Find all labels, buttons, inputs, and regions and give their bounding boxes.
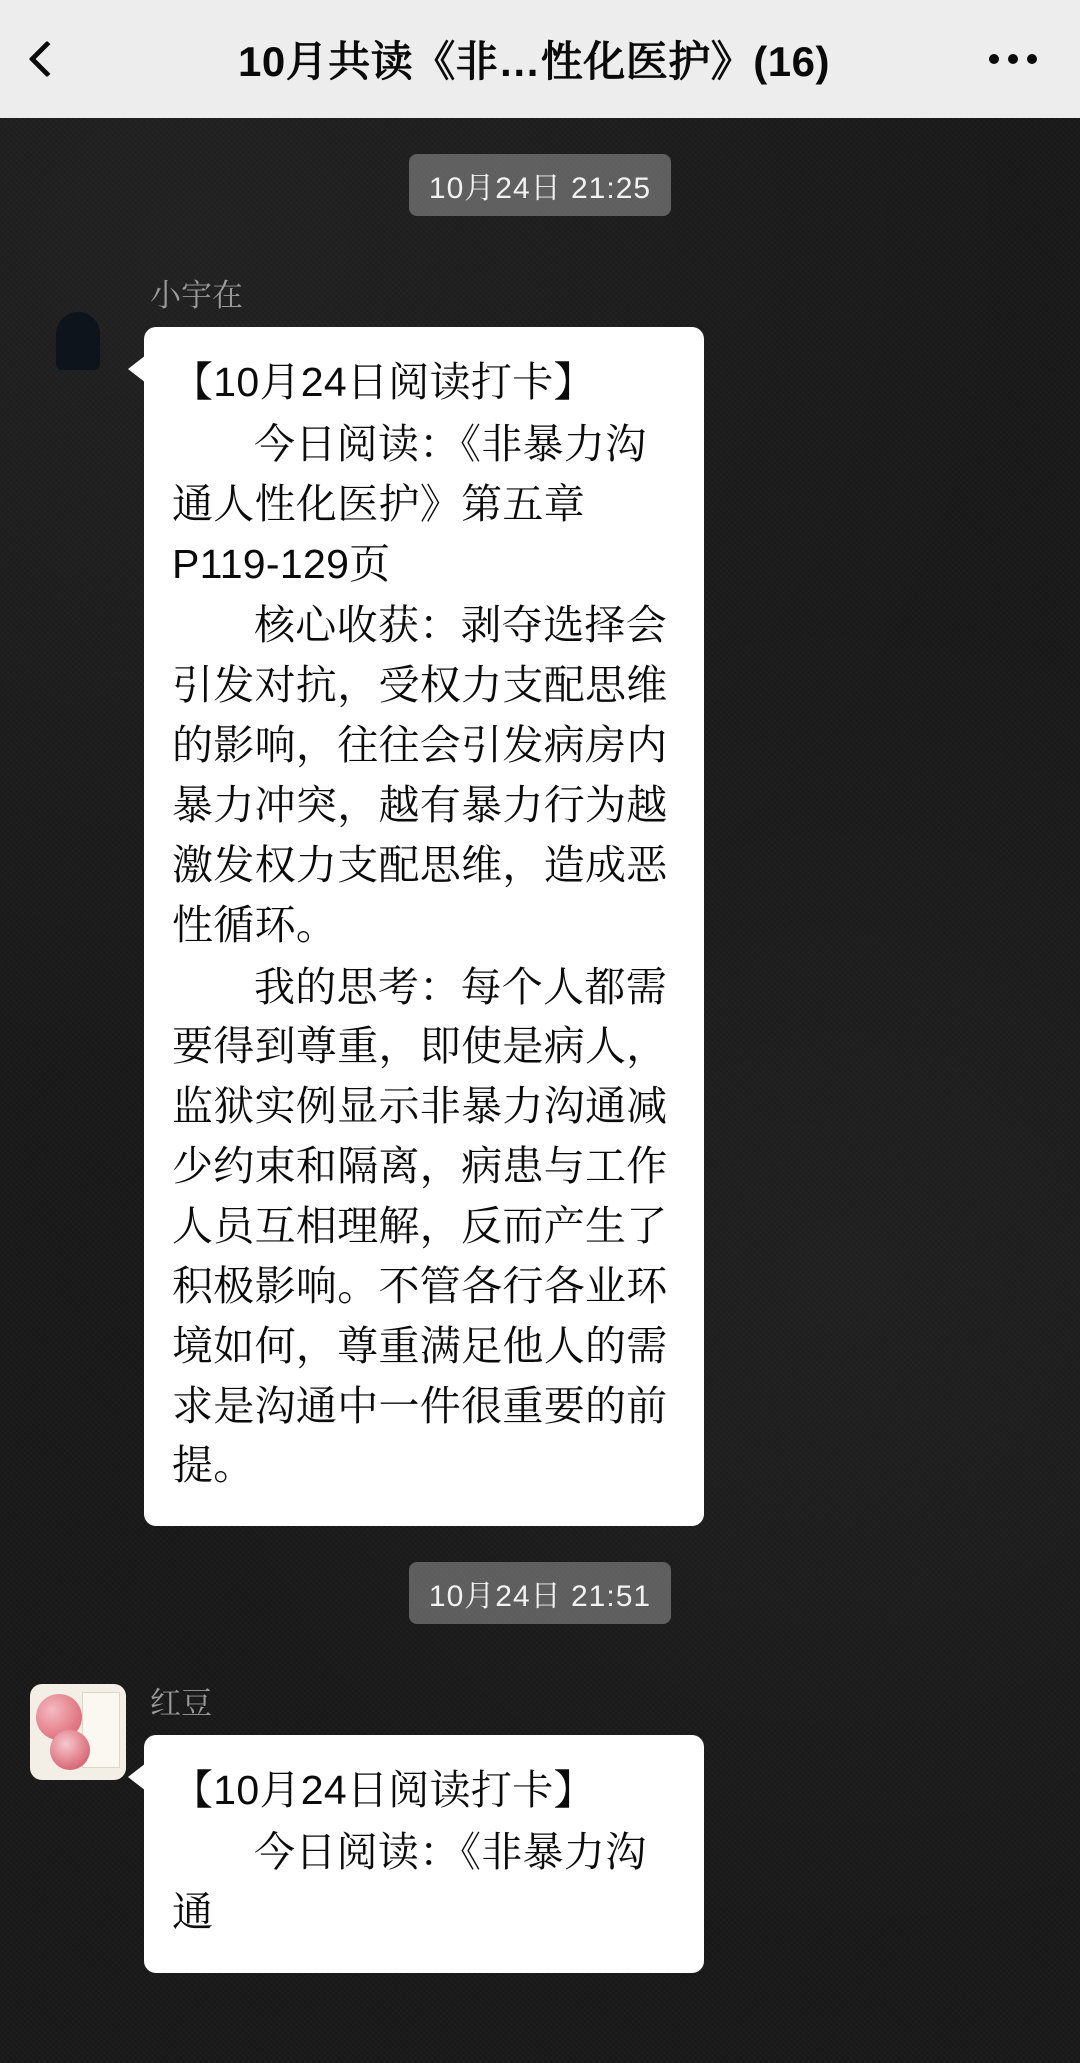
- message-paragraph: 今日阅读：《非暴力沟通: [172, 1829, 647, 1936]
- more-dots-icon: [989, 54, 999, 64]
- sender-name: 红豆: [150, 1686, 212, 1722]
- page-title: 10月共读《非…性化医护》(16): [238, 38, 830, 85]
- message-bubble[interactable]: [144, 1735, 704, 1973]
- back-button[interactable]: [34, 24, 88, 94]
- message-item: [0, 246, 1080, 1526]
- avatar-decoration: [82, 1692, 120, 1768]
- message-body: [144, 1654, 1044, 1973]
- message-list[interactable]: [0, 154, 1080, 1983]
- more-dots-icon: [1027, 54, 1037, 64]
- message-paragraph: 今日阅读：《非暴力沟通人性化医护》第五章 P119-129页: [172, 420, 647, 587]
- message-bubble[interactable]: [144, 327, 704, 1526]
- avatar[interactable]: [30, 276, 126, 372]
- timestamp-row: [0, 1562, 1080, 1624]
- bottom-spacer: [0, 1973, 1080, 1983]
- message-paragraph: 核心收获：剥夺选择会引发对抗，受权力支配思维的影响，往往会引发病房内暴力冲突，越有暴力行为越激发权力支配思维，造成恶性循环。: [172, 602, 668, 948]
- app-header: [0, 0, 1080, 118]
- message-paragraph: 【10月24日阅读打卡】: [172, 359, 595, 405]
- message-paragraph: 【10月24日阅读打卡】: [172, 1767, 595, 1814]
- more-options-button[interactable]: [980, 24, 1046, 94]
- back-chevron-icon: [29, 41, 66, 78]
- message-body: [144, 246, 1044, 1526]
- message-paragraph: 我的思考：每个人都需要得到尊重，即使是病人，监狱实例显示非暴力沟通减少约束和隔离，病患与工作人员互相理解，反而产生了积极影响。不管各行各业环境如何，尊重满足他人的需求是沟通中一件很重要的前提。: [172, 963, 668, 1489]
- message-item: [0, 1654, 1080, 1973]
- more-dots-icon: [1008, 54, 1018, 64]
- message-timestamp: 10月24日 21:51: [409, 1562, 671, 1624]
- timestamp-row: [0, 154, 1080, 216]
- message-timestamp: 10月24日 21:25: [409, 154, 671, 216]
- sender-name: 小宇在: [150, 278, 243, 313]
- avatar[interactable]: [30, 1684, 126, 1780]
